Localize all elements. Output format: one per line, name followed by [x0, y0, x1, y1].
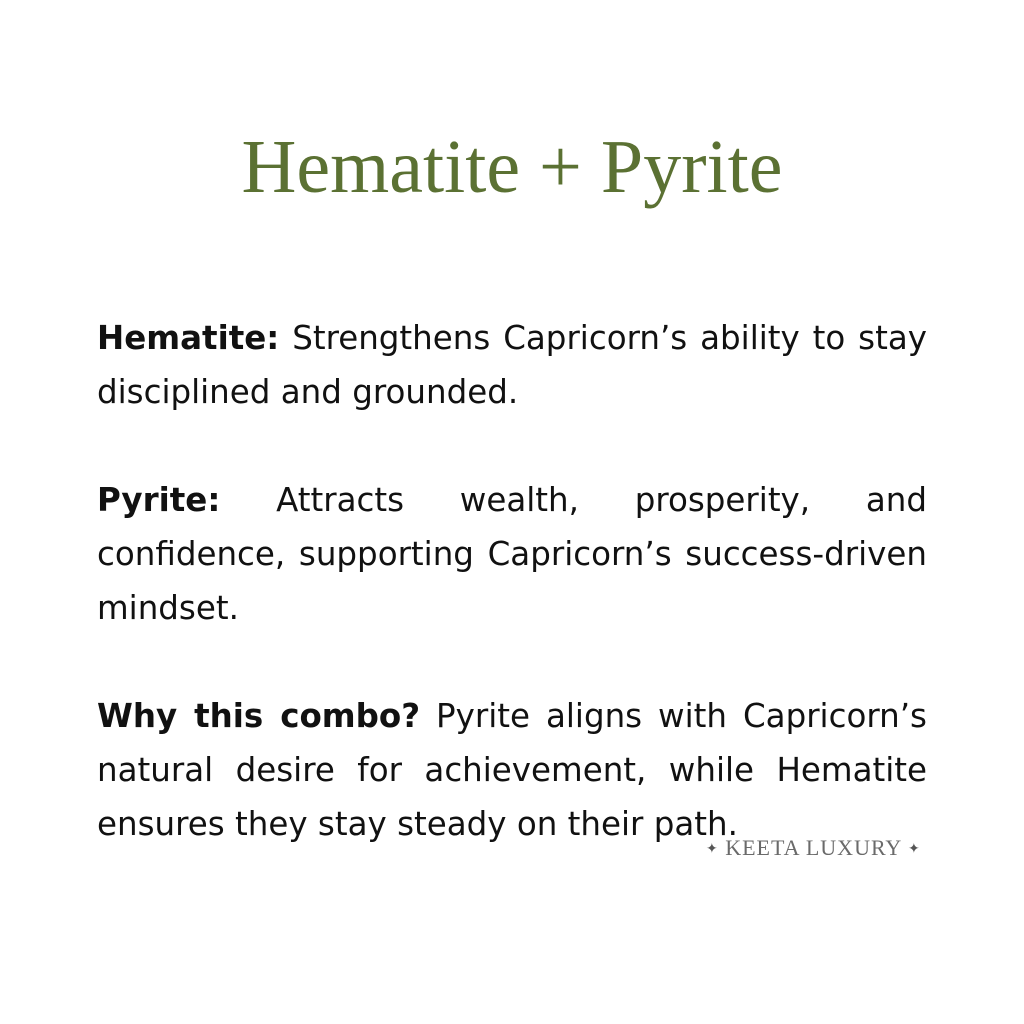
- pyrite-label: Pyrite:: [97, 481, 221, 519]
- page-title: Hematite + Pyrite: [241, 125, 783, 209]
- sparkle-icon: ✦: [706, 842, 719, 857]
- why-combo-label: Why this combo?: [97, 697, 421, 735]
- sparkle-icon: ✦: [907, 842, 921, 857]
- why-combo-text: Pyrite aligns with Capricorn’s natural desire for achievement, while Hematite ensures they stay steady on their path.: [97, 697, 927, 843]
- brand-watermark: [706, 833, 921, 865]
- paragraph-pyrite: [97, 473, 927, 635]
- hematite-label: Hematite:: [97, 319, 280, 357]
- watermark-text: KEETA LUXURY: [725, 835, 902, 860]
- paragraph-hematite: [97, 311, 927, 419]
- crystal-descriptions: [97, 311, 927, 905]
- paragraph-why-combo: [97, 689, 927, 851]
- hematite-text: Strengthens Capricorn’s ability to stay disciplined and grounded.: [97, 319, 927, 411]
- pyrite-text: Attracts wealth, prosperity, and confidence, supporting Capricorn’s success-driven mindset.: [97, 481, 927, 627]
